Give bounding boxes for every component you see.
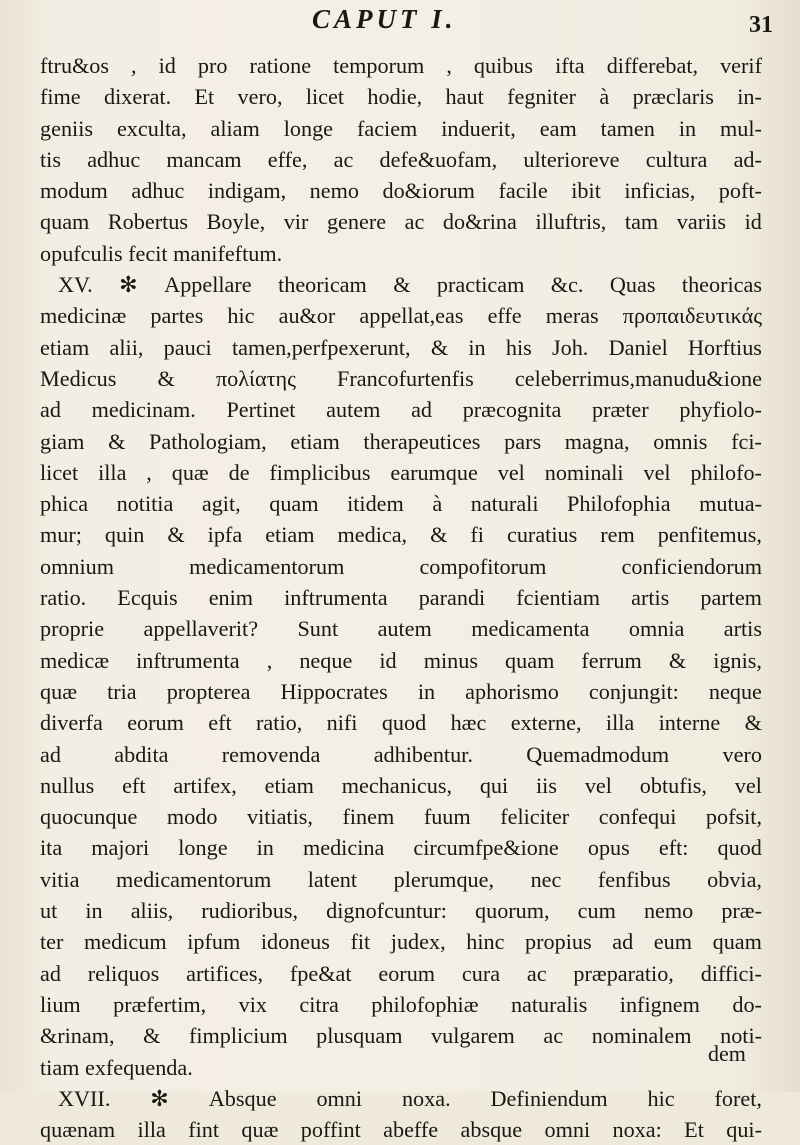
- running-head: CAPUT I.: [312, 4, 457, 34]
- text-line: fime dixerat. Et vero, licet hodie, haut fegniter à præclaris in-: [40, 84, 762, 110]
- text-line: phica notitia agit, quam itidem à naturali Philofophia mutua-: [40, 491, 762, 517]
- text-line: ratio. Ecquis enim inftrumenta parandi fcientiam artis partem: [40, 585, 762, 611]
- text-line: ad medicinam. Pertinet autem ad præcognita præter phyfiolo-: [40, 397, 762, 423]
- text-line: ad abdita removenda adhibentur. Quemadmodum vero: [40, 741, 762, 767]
- text-line: XVII. ✻ Absque omni noxa. Definiendum hic foret,: [58, 1085, 762, 1111]
- text-line: quocunque modo vitiatis, finem fuum feliciter confequi pofsit,: [40, 804, 762, 830]
- body-text: [40, 50, 762, 1145]
- text-line: ftru&os , id pro ratione temporum , quibus ifta differebat, verif: [40, 53, 762, 78]
- text-line: medicæ inftrumenta , neque id minus quam ferrum & ignis,: [40, 647, 762, 673]
- text-line: ad reliquos artifices, fpe&at eorum cura ac præparatio, diffici-: [40, 960, 762, 986]
- text-line: XV. ✻ Appellare theoricam & practicam &c. Quas theoricas: [58, 272, 762, 298]
- page-number: 31: [749, 12, 773, 38]
- text-line: lium præfertim, vix citra philofophiæ naturalis infignem do-: [40, 991, 762, 1017]
- text-line: ut in aliis, rudioribus, dignofcuntur: quorum, cum nemo præ-: [40, 898, 762, 924]
- page-header: [0, 2, 800, 46]
- text-line: mur; quin & ipfa etiam medica, & fi curatius rem penfitemus,: [40, 522, 762, 548]
- text-line: nullus eft artifex, etiam mechanicus, qui iis vel obtufis, vel: [40, 772, 762, 798]
- text-line: quam Robertus Boyle, vir genere ac do&rina illuftris, tam variis id: [40, 209, 762, 235]
- text-line: geniis exculta, aliam longe faciem induerit, eam tamen in mul-: [40, 115, 762, 141]
- text-line: quænam illa fint quæ poffint abeffe absque omni noxa: Et qui-: [40, 1117, 762, 1143]
- text-line: etiam alii, pauci tamen,perfpexerunt, & in his Joh. Daniel Horftius: [40, 334, 762, 360]
- text-line: giam & Pathologiam, etiam therapeutices pars magna, omnis fci-: [40, 428, 762, 454]
- text-line: vitia medicamentorum latent plerumque, nec fenfibus obvia,: [40, 866, 762, 892]
- catchword: dem: [708, 1041, 746, 1066]
- text-line: modum adhuc indigam, nemo do&iorum facile ibit inficias, poft-: [40, 178, 762, 204]
- text-line: &rinam, & fimplicium plusquam vulgarem ac nominalem noti-: [40, 1023, 762, 1049]
- text-line: Medicus & πολίατης Francofurtenfis celeberrimus,manudu&ione: [40, 365, 762, 391]
- text-line: tiam exfequenda.: [40, 1054, 193, 1080]
- text-line: ita majori longe in medicina circumfpe&ione opus eft: quod: [40, 835, 762, 861]
- text-line: quæ tria propterea Hippocrates in aphorismo conjungit: neque: [40, 678, 762, 704]
- text-line: medicinæ partes hic au&or appellat,eas effe meras προπαιδευτικάς: [40, 303, 762, 329]
- text-line: licet illa , quæ de fimplicibus earumque vel nominali vel philofo-: [40, 459, 762, 485]
- text-line: ter medicum ipfum idoneus fit judex, hinc propius ad eum quam: [40, 929, 762, 955]
- text-line: diverfa eorum eft ratio, nifi quod hæc externe, illa interne &: [40, 710, 762, 736]
- text-line: omnium medicamentorum compofitorum conficiendorum: [40, 553, 762, 579]
- text-line: opufculis fecit manifeftum.: [40, 240, 283, 266]
- text-line: tis adhuc mancam effe, ac defe&uofam, ulterioreve cultura ad-: [40, 146, 762, 172]
- text-line: proprie appellaverit? Sunt autem medicamenta omnia artis: [40, 616, 762, 642]
